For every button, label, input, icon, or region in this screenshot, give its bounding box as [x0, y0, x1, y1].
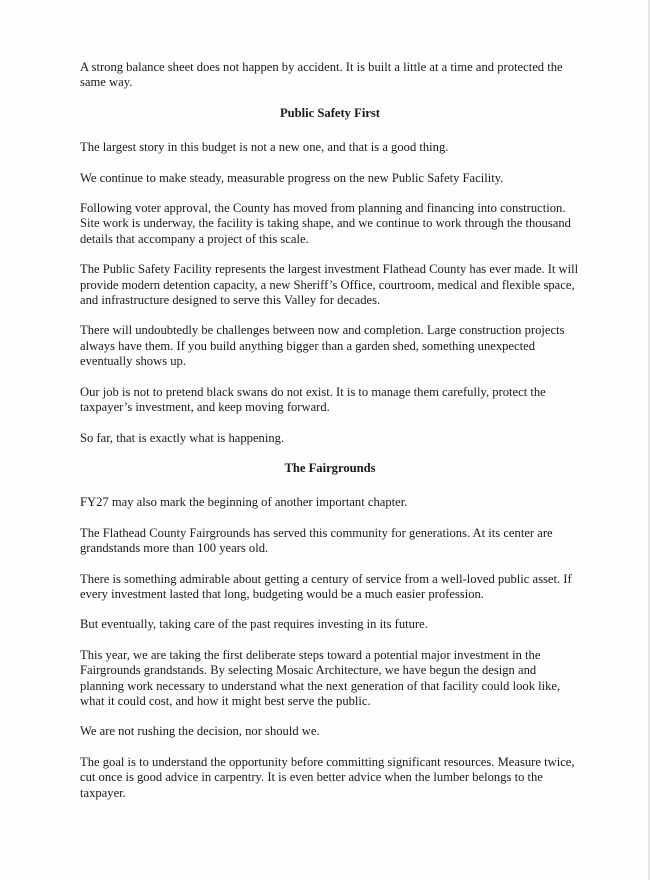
paragraph-century-service: There is something admirable about getting a century of service from a well-loved public asset. If every investment lasted that long, budgeting would be a much easier profession.: [80, 571, 572, 601]
paragraph-so-far: So far, that is exactly what is happening.: [80, 430, 285, 445]
section-heading-fairgrounds: The Fairgrounds: [284, 460, 376, 475]
paragraph-black-swans: Our job is not to pretend black swans do not exist. It is to manage them carefully, protect the taxpayer’s investment, and keep moving forward.: [80, 384, 546, 415]
paragraph-measure-twice: The goal is to understand the opportunity before committing significant resources. Measure twice, cut once is good advice in carpentry. It is even better advice when the lumber belongs to the taxpayer.: [80, 754, 575, 800]
document-body: [80, 60, 580, 816]
paragraph-fairgrounds-history: The Flathead County Fairgrounds has served this community for generations. At its center are grandstands more than 100 years old.: [80, 525, 553, 556]
paragraph-balance-sheet: A strong balance sheet does not happen by accident. It is built a little at a time and protected the same way.: [80, 60, 563, 90]
paragraph-challenges: There will undoubtedly be challenges between now and completion. Large construction projects always have them. If you build anything bigger than a garden shed, something unexpected eventually shows up.: [80, 323, 565, 369]
paragraph-fy27: FY27 may also mark the beginning of another important chapter.: [80, 495, 408, 510]
paragraph-not-rushing: We are not rushing the decision, nor should we.: [80, 724, 320, 739]
paragraph-investing-future: But eventually, taking care of the past requires investing in its future.: [80, 617, 428, 632]
paragraph-largest-story: The largest story in this budget is not a new one, and that is a good thing.: [80, 140, 449, 155]
paragraph-steady-progress: We continue to make steady, measurable progress on the new Public Safety Facility.: [80, 170, 504, 185]
paragraph-mosaic-architecture: This year, we are taking the first deliberate steps toward a potential major investment in the Fairgrounds grandstands. By selecting Mosaic Architecture, we have begun the design and planning work necessary to understand what the next generation of that facility could look like, what it could cost, and how it might best serve the public.: [80, 647, 561, 708]
section-heading-public-safety: Public Safety First: [279, 105, 381, 120]
paragraph-largest-investment: The Public Safety Facility represents the largest investment Flathead County has ever made. It will provide modern detention capacity, a new Sheriff’s Office, courtroom, medical and flexible space, and infrastructure designed to serve this Valley for decades.: [80, 262, 579, 308]
paragraph-voter-approval: Following voter approval, the County has moved from planning and financing into construction. Site work is underway, the facility is taking shape, and we continue to work through the thousand details that accompany a project of this scale.: [80, 201, 571, 246]
